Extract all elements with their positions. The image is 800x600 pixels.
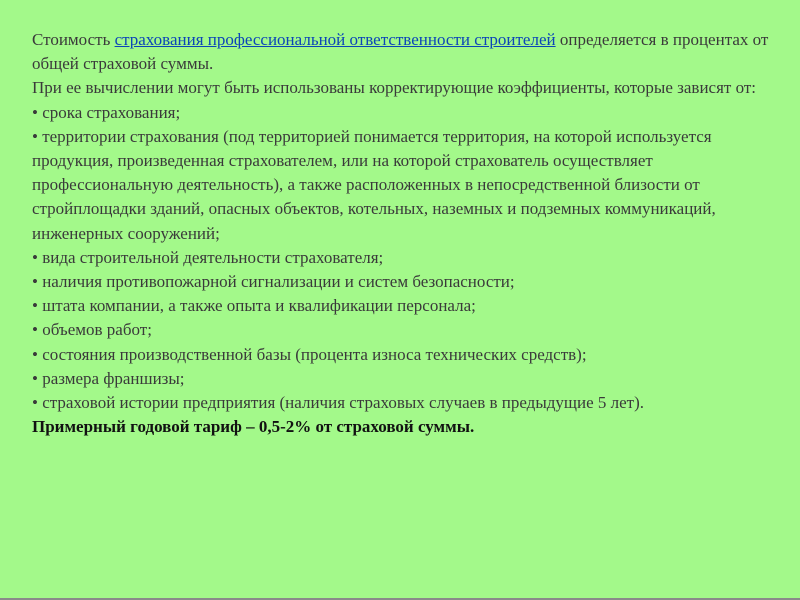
intro-text-after-link: определяется в процентах от общей страховой суммы. <box>32 30 769 74</box>
insurance-link[interactable]: страхования профессиональной ответственности строителей <box>114 30 556 49</box>
bullet-production-base: • состояния производственной базы (процента износа технических средств); <box>32 344 587 364</box>
tariff-conclusion: Примерный годовой тариф – 0,5-2% от страховой суммы. <box>32 417 475 437</box>
bullet-fire-alarm: • наличия противопожарной сигнализации и систем безопасности; <box>32 272 515 292</box>
bullet-territory: • территории страхования (под территорией понимается территория, на которой используется продукция, произведенная страхователем, или на которой страхователь осуществляет профессиональную деятельность), а также расположенных в непосредственной близости от стройплощадки зданий, опасных объектов, котельных, наземных и подземных коммуникаций, инженерных сооружений; <box>32 126 716 243</box>
bullet-insurance-history: • страховой истории предприятия (наличия страховых случаев в предыдущие 5 лет). <box>32 393 645 413</box>
bullet-activity-type: • вида строительной деятельности страхователя; <box>32 247 384 267</box>
factors-intro: При ее вычислении могут быть использованы корректирующие коэффициенты, которые зависят от: <box>32 78 757 98</box>
intro-paragraph <box>32 28 792 76</box>
slide-text-block <box>32 28 792 439</box>
bullet-volume: • объемов работ; <box>32 320 152 340</box>
bullet-staff: • штата компании, а также опыта и квалификации персонала; <box>32 296 476 316</box>
bullet-deductible: • размера франшизы; <box>32 368 185 388</box>
bullet-term: • срока страхования; <box>32 102 181 122</box>
intro-text-before-link: Стоимость <box>32 30 115 49</box>
